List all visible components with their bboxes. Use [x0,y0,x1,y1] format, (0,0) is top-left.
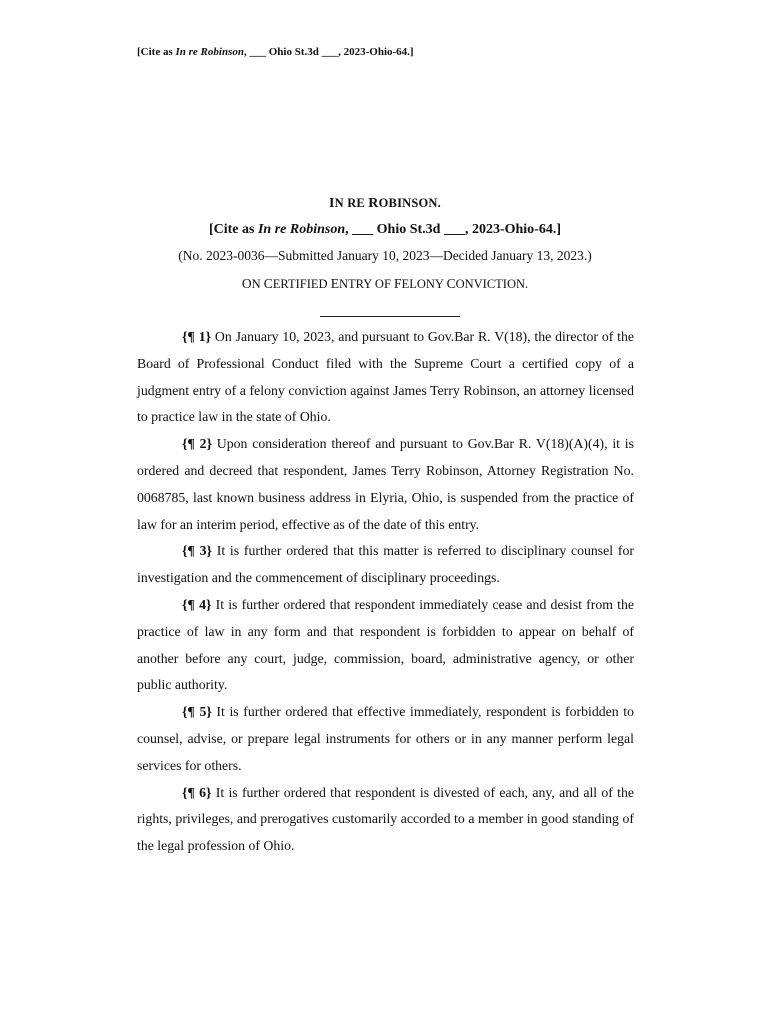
paragraph-number: {¶ 4} [182,596,212,612]
running-head-case-name: In re Robinson [175,46,244,58]
paragraph-4 [137,592,634,699]
case-dates: (No. 2023-0036—Submitted January 10, 2023—Decided January 13, 2023.) [178,248,592,263]
paragraph-text: It is further ordered that this matter is referred to disciplinary counsel for investigation and the commencement of disciplinary proceedings. [137,543,634,586]
paragraph-number: {¶ 6} [182,784,212,800]
paragraph-5 [137,699,634,779]
running-head-citation [137,46,414,58]
paragraph-text: On January 10, 2023, and pursuant to Gov.Bar R. V(18), the director of the Board of Professional Conduct filed with the Supreme Court a certified copy of a judgment entry of a felony conviction against James Terry Robinson, an attorney licensed to practice law in the state of Ohio. [137,329,635,425]
running-head-suffix: , ___ Ohio St.3d ___, 2023-Ohio-64.] [243,46,414,58]
paragraph-3 [137,538,634,592]
paragraph-text: Upon consideration thereof and pursuant to Gov.Bar R. V(18)(A)(4), it is ordered and decreed that respondent, James Terry Robinson, Attorney Registration No. 0068785, last known business address in Elyria, Ohio, is suspended from the practice of law for an interim period, effective as of the date of this entry. [137,436,635,532]
paragraph-text: It is further ordered that respondent immediately cease and desist from the practice of law in any form and that respondent is forbidden to appear on behalf of another before any court, judge, commission, board, administrative agency, or other public authority. [137,596,635,693]
opinion-body [137,324,634,860]
paragraph-number: {¶ 5} [182,704,212,720]
running-head-prefix: [Cite as [137,46,176,58]
paragraph-text: It is further ordered that respondent is divested of each, any, and all of the rights, privileges, and prerogatives customarily accorded to a member in good standing of the legal profession of Ohio. [137,784,634,854]
paragraph-number: {¶ 3} [182,543,212,559]
case-title: IN RE ROBINSON. [328,196,441,211]
paragraph-number: {¶ 2} [182,436,213,452]
paragraph-1 [137,324,634,431]
paragraph-6 [137,780,634,860]
procedural-posture: ON CERTIFIED ENTRY OF FELONY CONVICTION. [241,276,529,291]
paragraph-2 [137,431,634,538]
paragraph-number: {¶ 1} [182,329,212,344]
case-citation: [Cite as In re Robinson, ___ Ohio St.3d ___, 2023-Ohio-64.] [208,222,561,237]
paragraph-text: It is further ordered that effective immediately, respondent is forbidden to counsel, advise, or prepare legal instruments for others or in any manner perform legal services for others. [137,704,635,773]
separator-rule [320,316,460,317]
